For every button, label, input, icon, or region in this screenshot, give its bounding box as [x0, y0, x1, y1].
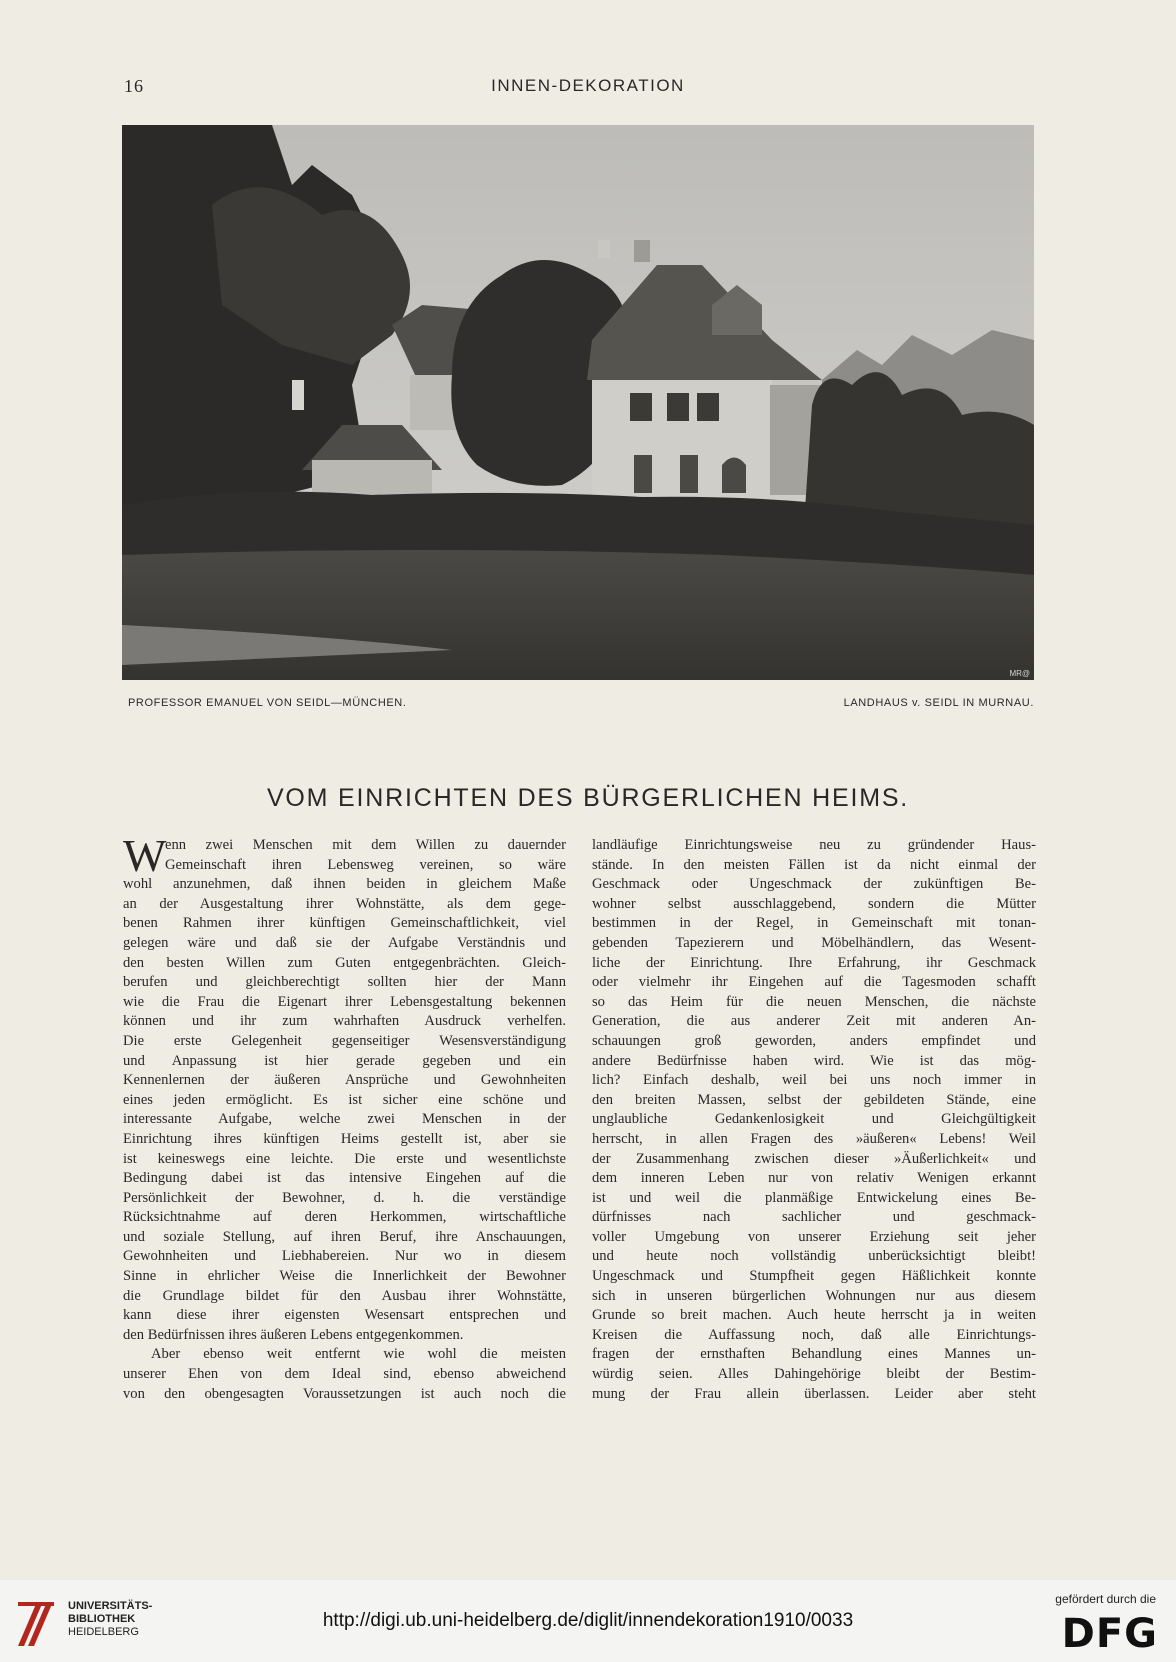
text-line: fragen der ernsthaften Behandlung eines Mannes un-: [592, 1346, 1036, 1363]
text-line: bestimmen in der Regel, in Gemeinschaft mit tonan-: [592, 915, 1036, 932]
text-line: herrscht, in allen Fragen des »äußeren« Lebens! Weil: [592, 1130, 1036, 1147]
text-line: benen Rahmen ihrer künftigen Gemeinschaftlichkeit, viel: [123, 915, 566, 932]
photo-engraver-mark: MR@: [1009, 669, 1030, 678]
text-line: Bedingung dabei ist das intensive Eingehen auf die: [123, 1170, 566, 1187]
text-line: wohl anzunehmen, daß ihnen beiden in gleichem Maße: [123, 876, 566, 893]
text-line: den Bedürfnissen ihres äußeren Lebens entgegenkommen.: [123, 1326, 464, 1343]
library-line-1: UNIVERSITÄTS-: [68, 1600, 153, 1612]
text-column-left: [123, 830, 566, 1404]
text-line: können und ihr zum wahrhaften Ausdruck verhelfen.: [123, 1013, 566, 1030]
text-line: so das Heim für die neuen Menschen, die nächste: [592, 993, 1036, 1010]
funding-note: gefördert durch die: [1055, 1592, 1156, 1606]
text-line: ist und weil die planmäßige Entwickelung eines Be-: [592, 1189, 1036, 1206]
text-line: schauungen groß geworden, anders empfindet und: [592, 1032, 1036, 1049]
text-line: stände. In den meisten Fällen ist da nicht einmal der: [592, 856, 1036, 873]
text-line: sich in unseren bürgerlichen Wohnungen nur aus diesem: [592, 1287, 1036, 1304]
text-line: Sinne in ehrlicher Weise die Innerlichkeit der Bewohner: [123, 1268, 566, 1285]
library-line-3: HEIDELBERG: [68, 1626, 139, 1638]
article-title: VOM EINRICHTEN DES BÜRGERLICHEN HEIMS.: [266, 784, 910, 812]
text-line: wie die Frau die Eigenart ihrer Lebensgestaltung bekennen: [123, 993, 566, 1010]
text-line: Kreisen die Auffassung noch, daß alle Einrichtungs-: [592, 1326, 1036, 1343]
text-line: an der Ausgestaltung ihrer Wohnstätte, als dem gege-: [123, 895, 566, 912]
source-url[interactable]: http://digi.ub.uni-heidelberg.de/diglit/innendekoration1910/0033: [322, 1610, 854, 1631]
text-line: andere Bedürfnisse haben wird. Wie ist das mög-: [592, 1052, 1036, 1069]
text-line: enn zwei Menschen mit dem Willen zu dauernder: [165, 837, 566, 853]
text-line: interessante Aufgabe, welche zwei Menschen in der: [123, 1111, 566, 1128]
text-line: dem inneren Leben nur von relativ Wenigen erkannt: [592, 1170, 1036, 1187]
text-line: dürfnisses nach sachlicher und geschmack-: [592, 1209, 1036, 1226]
text-line: kann diese ihrer eigensten Wesensart entsprechen und: [123, 1307, 566, 1324]
photo-caption: [128, 697, 1034, 717]
text-line: wohner selbst ausschlaggebend, sondern die Mütter: [592, 895, 1036, 912]
text-line: eines jeden ermöglicht. Es ist sicher eine schöne und: [123, 1091, 566, 1108]
running-head: [0, 76, 1176, 100]
text-line: Gewohnheiten und Liebhabereien. Nur wo in diesem: [123, 1248, 566, 1265]
text-line: Kennenlernen der äußeren Ansprüche und Gewohnheiten: [123, 1072, 566, 1089]
drop-cap: W: [123, 830, 167, 881]
text-line: Geschmack oder Ungeschmack der zukünftigen Be-: [592, 876, 1036, 893]
page-number: 16: [124, 76, 144, 96]
text-line: und heute noch vollständig unberücksichtigt bleibt!: [592, 1248, 1036, 1265]
text-line: gebenden Tapezierern und Möbelhändlern, das Wesent-: [592, 934, 1036, 951]
text-line: unglaubliche Gedankenlosigkeit und Gleichgültigkeit: [592, 1111, 1036, 1128]
digitization-footer: [0, 1580, 1176, 1662]
text-line: ist keineswegs eine leichte. Die erste und wesentlichste: [123, 1150, 566, 1167]
text-line: gelegen wäre und daß sie der Aufgabe Verständnis und: [123, 934, 566, 951]
text-line: landläufige Einrichtungsweise neu zu gründender Haus-: [592, 837, 1036, 853]
text-line: lich? Einfach deshalb, weil bei uns noch immer in: [592, 1072, 1036, 1089]
text-line: mung der Frau allein überlassen. Leider aber steht: [592, 1385, 1036, 1402]
text-line: Einrichtung ihres künftigen Heims gestellt ist, aber sie: [123, 1130, 566, 1147]
text-line: der Zusammenhang zwischen dieser »Äußerlichkeit« und: [592, 1150, 1036, 1167]
dfg-logo: DFG: [1061, 1611, 1158, 1657]
text-line: berufen und gleichberechtigt sollten hier der Mann: [123, 974, 566, 991]
text-line: Aber ebenso weit entfernt wie wohl die meisten: [151, 1346, 566, 1363]
text-line: die Grundlage bildet für den Ausbau ihrer Wohnstätte,: [123, 1287, 566, 1304]
text-line: den besten Willen zum Guten entgegenbrächten. Gleich-: [123, 954, 566, 971]
text-line: Die erste Gelegenheit gegenseitiger Wesensverständigung: [123, 1032, 566, 1049]
text-line: voller Umgebung von unserer Erziehung seit jeher: [592, 1228, 1036, 1245]
journal-title: INNEN-DEKORATION: [491, 76, 685, 95]
text-line: liche der Einrichtung. Ihre Erfahrung, ihr Geschmack: [592, 954, 1036, 971]
text-line: Grunde so breit machen. Auch heute herrscht ja in weiten: [592, 1307, 1036, 1324]
library-line-2: BIBLIOTHEK: [68, 1613, 136, 1625]
text-line: und Anpassung ist hier gerade gegeben und ein: [123, 1052, 566, 1069]
caption-architect: PROFESSOR EMANUEL VON SEIDL—MÜNCHEN.: [128, 697, 407, 709]
caption-building: LANDHAUS v. SEIDL IN MURNAU.: [843, 697, 1034, 709]
text-line: von den obengesagten Voraussetzungen ist auch noch die: [123, 1385, 566, 1402]
house-photograph: [122, 125, 1034, 680]
text-line: unserer Ehen von dem Ideal sind, ebenso abweichend: [123, 1366, 566, 1383]
text-line: Generation, die aus anderer Zeit mit anderen An-: [592, 1013, 1036, 1030]
text-line: Ungeschmack und Stumpfheit gegen Häßlichkeit konnte: [592, 1268, 1036, 1285]
text-line: und soziale Stellung, auf ihren Beruf, ihre Anschauungen,: [123, 1228, 566, 1245]
text-line: Gemeinschaft ihren Lebensweg vereinen, so wäre: [165, 856, 566, 873]
text-line: den breiten Massen, selbst der gebildeten Stände, eine: [592, 1091, 1036, 1108]
text-line: Persönlichkeit der Bewohner, d. h. die verständige: [123, 1189, 566, 1206]
text-column-right: [592, 836, 1036, 1404]
text-line: oder vielmehr ihr Eingehen auf die Tagesmoden schafft: [592, 974, 1036, 991]
text-line: würdig seien. Alles Dahingehörige bleibt der Bestim-: [592, 1366, 1036, 1383]
text-line: Rücksichtnahme auf deren Herkommen, wirtschaftliche: [123, 1209, 566, 1226]
